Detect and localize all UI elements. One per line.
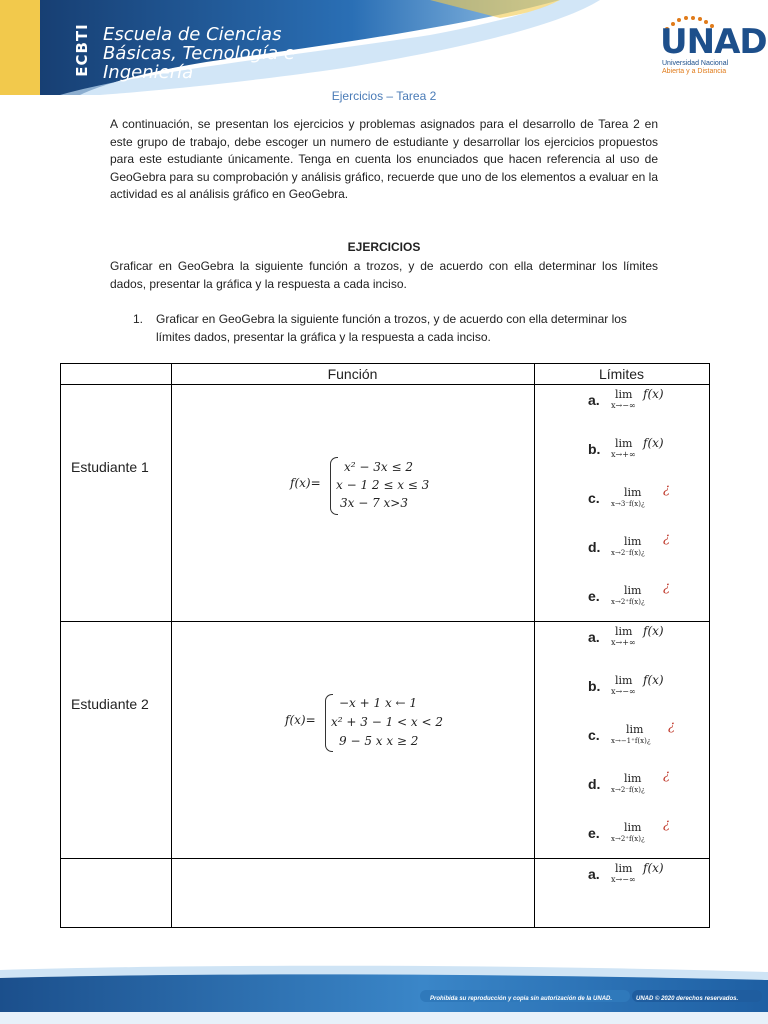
limit-mark: ¿: [668, 719, 675, 734]
limit-subscript: x→−1⁺f(x)¿: [611, 737, 651, 745]
school-name-line-2: Básicas, Tecnología e: [103, 43, 295, 64]
ecbti-side-label: [70, 20, 94, 80]
limit-mark: ¿: [663, 817, 670, 832]
limit-letter: a.: [588, 866, 600, 882]
limit-word: lim: [624, 821, 642, 834]
limit-expression: f(x): [643, 673, 664, 687]
limit-word: lim: [615, 437, 633, 450]
student-1-label: Estudiante 1: [71, 459, 149, 475]
limit-letter: e.: [588, 825, 600, 841]
section-paragraph: Graficar en GeoGebra la siguiente función a trozos, y de acuerdo con ella determinar los límites dados, presentar la gráfica y la respuesta a cada inciso.: [110, 259, 658, 291]
table-col-divider: [171, 363, 172, 928]
piecewise-function-1: [290, 456, 450, 516]
limit-letter: b.: [588, 441, 601, 457]
limit-subscript: x→−∞: [611, 401, 636, 410]
limit-word: lim: [615, 388, 633, 401]
limit-subscript: x→2⁺f(x)¿: [611, 598, 645, 606]
limit-word: lim: [624, 584, 642, 597]
limit-letter: e.: [588, 588, 600, 604]
function-piece: x² + 3 − 1 < x < 2: [331, 715, 443, 729]
intro-paragraph: A continuación, se presentan los ejercicios y problemas asignados para el desarrollo de Tarea 2 en este grupo de trabajo, debe escoger un numero de estudiante y desarrollar los ejercicios propuestos para este estudiante únicamente. Tenga en cuenta los enunciados que hacen referencia al uso de GeoGebra para su comprobación y análisis gráfico, recuerde que uno de los elementos a evaluar en la actividad es al análisis gráfico en GeoGebra.: [110, 117, 658, 201]
limit-word: lim: [615, 625, 633, 638]
function-piece: 9 − 5 x x ≥ 2: [339, 734, 419, 748]
limit-word: lim: [624, 535, 642, 548]
document-title: Ejercicios – Tarea 2: [331, 89, 437, 103]
limit-expression: f(x): [643, 624, 664, 638]
limit-mark: ¿: [663, 482, 670, 497]
table-row-divider: [60, 858, 710, 859]
limit-letter: d.: [588, 776, 601, 792]
table-col-divider: [534, 363, 535, 928]
header-funcion: Función: [327, 366, 378, 382]
limit-word: lim: [615, 862, 633, 875]
piecewise-function-2: [285, 693, 455, 753]
section-heading: EJERCICIOS: [347, 240, 421, 254]
limit-expression: f(x): [643, 387, 664, 401]
limit-subscript: x→2⁻f(x)¿: [611, 786, 645, 794]
school-name-line-1: Escuela de Ciencias: [103, 24, 282, 45]
item-number: 1.: [133, 312, 144, 326]
limit-subscript: x→2⁺f(x)¿: [611, 835, 645, 843]
limit-word: lim: [615, 674, 633, 687]
limit-subscript: x→3⁻f(x)¿: [611, 500, 645, 508]
limit-mark: ¿: [663, 580, 670, 595]
footer-notice: Prohibida su reproducción y copia sin autorización de la UNAD.: [430, 996, 613, 1002]
limit-subscript: x→+∞: [611, 450, 636, 459]
footer-banner: [0, 960, 768, 1024]
table-border-bottom: [60, 927, 710, 928]
item-text: Graficar en GeoGebra la siguiente función a trozos, y de acuerdo con ella determinar los límites dados, presentar la gráfica y la respuesta a cada inciso.: [156, 312, 627, 344]
header-limites: Límites: [598, 366, 645, 382]
limit-letter: d.: [588, 539, 601, 555]
limit-letter: c.: [588, 727, 600, 743]
function-piece: 3x − 7 x>3: [340, 496, 408, 510]
limit-word: lim: [624, 486, 642, 499]
limit-word: lim: [626, 723, 644, 736]
table-row-divider: [60, 621, 710, 622]
table-border-left: [60, 363, 61, 928]
unad-logo-subtitle-1: Universidad Nacional: [662, 60, 729, 67]
limit-letter: a.: [588, 392, 600, 408]
limit-word: lim: [624, 772, 642, 785]
limit-subscript: x→−∞: [611, 875, 636, 884]
limit-letter: b.: [588, 678, 601, 694]
limit-subscript: x→2⁻f(x)¿: [611, 549, 645, 557]
school-name-line-3: Ingeniería: [103, 62, 194, 83]
function-piece: x − 1 2 ≤ x ≤ 3: [336, 478, 430, 492]
limit-subscript: x→+∞: [611, 638, 636, 647]
limit-expression: f(x): [643, 436, 664, 450]
limit-mark: ¿: [663, 768, 670, 783]
function-lhs: f(x)=: [285, 713, 316, 727]
limit-letter: c.: [588, 490, 600, 506]
student-2-label: Estudiante 2: [71, 696, 149, 712]
ecbti-text: ECBTI: [73, 23, 92, 77]
limit-subscript: x→−∞: [611, 687, 636, 696]
function-lhs: f(x)=: [290, 476, 321, 490]
function-piece: −x + 1 x ← 1: [339, 696, 418, 710]
limit-mark: ¿: [663, 531, 670, 546]
unad-logo-word: UNAD: [660, 22, 767, 62]
table-border-right: [709, 363, 710, 928]
unad-logo-subtitle-2: Abierta y a Distancia: [662, 68, 727, 75]
limit-expression: f(x): [643, 861, 664, 875]
footer-copyright: UNAD © 2020 derechos reservados.: [636, 996, 739, 1002]
function-piece: x² − 3x ≤ 2: [344, 460, 413, 474]
table-border-top: [60, 363, 710, 364]
limit-letter: a.: [588, 629, 600, 645]
table-header-divider: [60, 384, 710, 385]
